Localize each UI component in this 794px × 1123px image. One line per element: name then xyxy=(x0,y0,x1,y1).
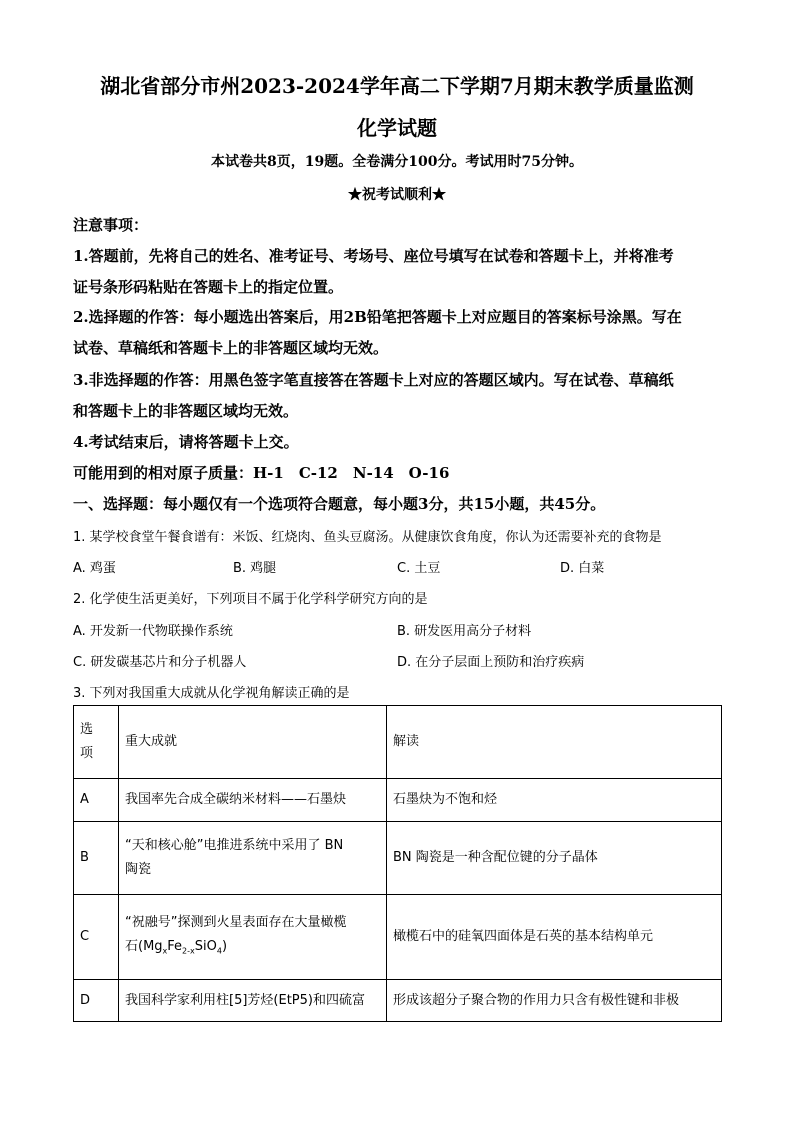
formula-part: 石(Mg xyxy=(125,938,163,954)
q2-option-a: A. 开发新一代物联操作系统 xyxy=(73,624,233,639)
note-line: 4.考试结束后，请将答题卡上交。 xyxy=(73,433,299,451)
question-3-table xyxy=(73,705,722,1022)
row-achievement-line1: “天和核心舱”电推进系统中采用了 BN xyxy=(125,838,344,853)
row-interpretation: 石墨炔为不饱和烃 xyxy=(387,779,722,822)
note-line: 3.非选择题的作答：用黑色签字笔直接答在答题卡上对应的答题区域内。写在试卷、草稿纸 xyxy=(73,371,674,389)
q2-option-b: B. 研发医用高分子材料 xyxy=(397,624,532,639)
formula-part: ) xyxy=(221,938,228,954)
exam-title: 湖北省部分市州2023-2024学年高二下学期7月期末教学质量监测 xyxy=(100,74,694,98)
row-option: A xyxy=(74,779,119,822)
row-interpretation: 形成该超分子聚合物的作用力只含有极性键和非极 xyxy=(387,980,722,1022)
section-heading: 一、选择题：每小题仅有一个选项符合题意，每小题3分，共15小题，共45分。 xyxy=(73,495,606,513)
exam-info: 本试卷共8页，19题。全卷满分100分。考试用时75分钟。 xyxy=(211,154,583,170)
row-achievement-line1: “祝融号”探测到火星表面存在大量橄榄 xyxy=(125,914,347,930)
table-row xyxy=(74,980,722,1022)
row-achievement xyxy=(119,822,387,895)
q2-option-c: C. 研发碳基芯片和分子机器人 xyxy=(73,655,247,670)
table-row xyxy=(74,895,722,980)
formula-subscript: 2-x xyxy=(182,946,195,956)
formula-part: Fe xyxy=(167,938,183,954)
table-row xyxy=(74,779,722,822)
row-interpretation: 橄榄石中的硅氧四面体是石英的基本结构单元 xyxy=(387,895,722,980)
row-achievement-line2 xyxy=(125,935,380,964)
q1-option-d: D. 白菜 xyxy=(560,561,605,576)
question-2-stem: 2. 化学使生活更美好，下列项目不属于化学科学研究方向的是 xyxy=(73,592,428,607)
header-achievement: 重大成就 xyxy=(119,706,387,779)
row-option: D xyxy=(74,980,119,1022)
note-line: 试卷、草稿纸和答题卡上的非答题区域均无效。 xyxy=(73,339,389,357)
good-luck-line: ★祝考试顺利★ xyxy=(348,187,446,203)
row-achievement: 我国科学家利用柱[5]芳烃(EtP5)和四硫富 xyxy=(119,980,387,1022)
note-line: 和答题卡上的非答题区域均无效。 xyxy=(73,402,299,420)
row-achievement xyxy=(119,895,387,980)
header-interpretation: 解读 xyxy=(387,706,722,779)
header-option-line1: 选 xyxy=(80,722,94,737)
header-option xyxy=(74,706,119,779)
q1-option-a: A. 鸡蛋 xyxy=(73,561,116,576)
formula-subscript: x xyxy=(162,946,168,956)
note-line: 证号条形码粘贴在答题卡上的指定位置。 xyxy=(73,278,344,296)
q1-option-b: B. 鸡腿 xyxy=(233,561,277,576)
question-3-stem: 3. 下列对我国重大成就从化学视角解读正确的是 xyxy=(73,686,350,701)
q2-option-d: D. 在分子层面上预防和治疗疾病 xyxy=(397,655,585,670)
row-option: C xyxy=(74,895,119,980)
formula-subscript: 4 xyxy=(216,946,222,956)
formula-part: SiO xyxy=(194,938,217,954)
table-header-row xyxy=(74,706,722,779)
q1-option-c: C. 土豆 xyxy=(397,561,441,576)
row-option: B xyxy=(74,822,119,895)
notes-heading: 注意事项： xyxy=(73,216,149,234)
note-line: 1.答题前，先将自己的姓名、准考证号、考场号、座位号填写在试卷和答题卡上，并将准考 xyxy=(73,247,674,265)
row-achievement-line2: 陶瓷 xyxy=(125,862,152,877)
question-1-stem: 1. 某学校食堂午餐食谱有：米饭、红烧肉、鱼头豆腐汤。从健康饮食角度，你认为还需要补充的食物是 xyxy=(73,530,662,545)
row-achievement: 我国率先合成全碳纳米材料——石墨炔 xyxy=(119,779,387,822)
row-interpretation: BN 陶瓷是一种含配位键的分子晶体 xyxy=(387,822,722,895)
header-option-line2: 项 xyxy=(80,746,94,761)
table-row xyxy=(74,822,722,895)
subject-title: 化学试题 xyxy=(357,116,437,140)
atomic-masses: 可能用到的相对原子质量：H-1 C-12 N-14 O-16 xyxy=(73,464,450,482)
note-line: 2.选择题的作答：每小题选出答案后，用2B铅笔把答题卡上对应题目的答案标号涂黑。写在 xyxy=(73,308,682,326)
